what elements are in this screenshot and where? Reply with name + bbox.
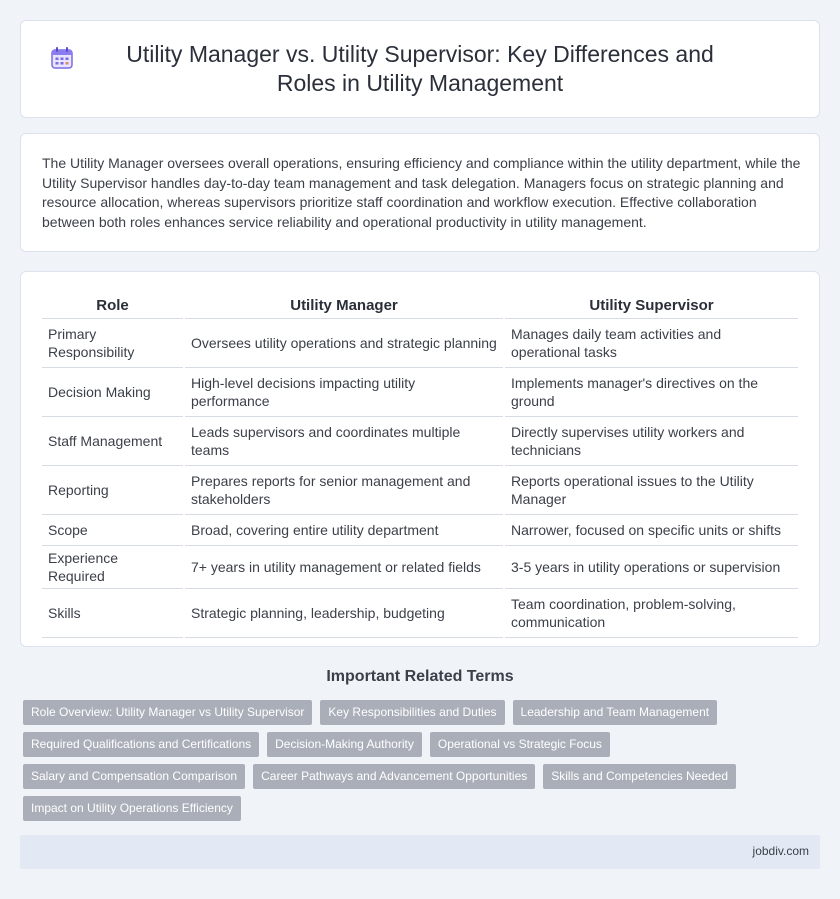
table-row	[42, 545, 798, 588]
related-terms-heading: Important Related Terms	[326, 668, 514, 685]
title-card	[20, 20, 820, 118]
table-row	[42, 318, 798, 367]
manager-cell: Broad, covering entire utility department	[184, 514, 504, 545]
related-terms-list	[23, 700, 803, 821]
header-utility-supervisor: Utility Supervisor	[504, 296, 798, 318]
footer-site-link[interactable]: jobdiv.com	[752, 844, 809, 858]
footer	[20, 835, 820, 869]
related-term-tag[interactable]: Role Overview: Utility Manager vs Utility Supervisor	[23, 700, 312, 725]
comparison-table	[42, 296, 798, 638]
row-label: Scope	[42, 514, 184, 545]
row-label: Experience Required	[42, 545, 184, 588]
related-term-tag[interactable]: Impact on Utility Operations Efficiency	[23, 796, 241, 821]
supervisor-cell: 3-5 years in utility operations or supervision	[504, 545, 798, 588]
supervisor-cell: Directly supervises utility workers and technicians	[504, 416, 798, 465]
header-utility-manager: Utility Manager	[184, 296, 504, 318]
table-header-row	[42, 296, 798, 318]
related-term-tag[interactable]: Skills and Competencies Needed	[543, 764, 736, 789]
related-term-tag[interactable]: Salary and Compensation Comparison	[23, 764, 245, 789]
row-label: Decision Making	[42, 367, 184, 416]
related-term-tag[interactable]: Decision-Making Authority	[267, 732, 422, 757]
row-label: Skills	[42, 588, 184, 637]
manager-cell: Strategic planning, leadership, budgeting	[184, 588, 504, 637]
supervisor-cell: Narrower, focused on specific units or shifts	[504, 514, 798, 545]
row-label: Primary Responsibility	[42, 318, 184, 367]
table-row	[42, 367, 798, 416]
row-label: Reporting	[42, 465, 184, 514]
page-title: Utility Manager vs. Utility Supervisor: Key Differences and Roles in Utility Management	[126, 41, 714, 96]
table-row	[42, 514, 798, 545]
related-term-tag[interactable]: Key Responsibilities and Duties	[320, 700, 504, 725]
supervisor-cell: Implements manager's directives on the ground	[504, 367, 798, 416]
manager-cell: High-level decisions impacting utility performance	[184, 367, 504, 416]
header-role: Role	[42, 296, 184, 318]
table-row	[42, 416, 798, 465]
related-term-tag[interactable]: Required Qualifications and Certifications	[23, 732, 259, 757]
intro-paragraph: The Utility Manager oversees overall operations, ensuring efficiency and compliance within the utility department, while the Utility Supervisor handles day-to-day team management and task delegation. Managers focus on strategic planning and resource allocation, whereas supervisors prioritize staff coordination and workflow execution. Effective collaboration between both roles enhances service reliability and operational productivity in utility management.	[42, 155, 801, 230]
related-term-tag[interactable]: Career Pathways and Advancement Opportunities	[253, 764, 535, 789]
table-row	[42, 465, 798, 514]
manager-cell: Prepares reports for senior management and stakeholders	[184, 465, 504, 514]
row-label: Staff Management	[42, 416, 184, 465]
manager-cell: Leads supervisors and coordinates multiple teams	[184, 416, 504, 465]
table-row	[42, 588, 798, 637]
related-term-tag[interactable]: Operational vs Strategic Focus	[430, 732, 610, 757]
manager-cell: Oversees utility operations and strategic planning	[184, 318, 504, 367]
intro-card	[20, 133, 820, 252]
supervisor-cell: Reports operational issues to the Utility Manager	[504, 465, 798, 514]
manager-cell: 7+ years in utility management or related fields	[184, 545, 504, 588]
related-term-tag[interactable]: Leadership and Team Management	[513, 700, 718, 725]
supervisor-cell: Manages daily team activities and operational tasks	[504, 318, 798, 367]
comparison-table-card	[20, 271, 820, 647]
supervisor-cell: Team coordination, problem-solving, communication	[504, 588, 798, 637]
